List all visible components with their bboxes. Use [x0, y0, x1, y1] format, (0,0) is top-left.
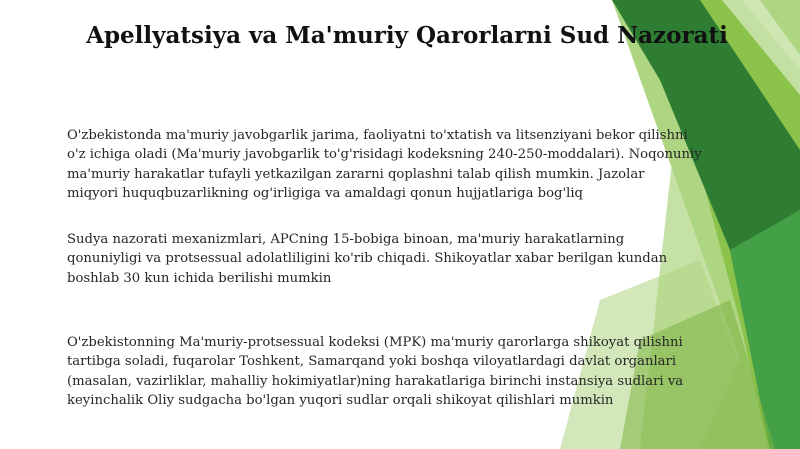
- paragraph-line: keyinchalik Oliy sudgacha bo'lgan yuqori sudlar orqali shikoyat qilishlari mumkin: [67, 392, 614, 408]
- paragraph-line: boshlab 30 kun ichida berilishi mumkin: [67, 270, 332, 286]
- paragraph-administrative-liability: [67, 126, 767, 203]
- paragraph-line: qonuniyligi va protsessual adolatliligini ko'rib chiqadi. Shikoyatlar xabar berilgan kundan: [67, 251, 668, 267]
- paragraph-line: tartibga soladi, fuqarolar Toshkent, Samarqand yoki boshqa viloyatlardagi davlat organlari: [67, 354, 677, 370]
- paragraph-line: (masalan, vazirliklar, mahalliy hokimiyatlar)ning harakatlariga birinchi instansiya sudlari va: [67, 373, 684, 389]
- paragraph-line: miqyori huquqbuzarlikning og'irligiga va amaldagi qonun hujjatlariga bog'liq: [67, 185, 583, 201]
- paragraph-line: O'zbekistonning Ma'muriy-protsessual kodeksi (MPK) ma'muriy qarorlarga shikoyat qilishni: [67, 335, 683, 350]
- paragraph-procedural-code: [67, 333, 767, 410]
- paragraph-line: o'z ichiga oladi (Ma'muriy javobgarlik to'g'risidagi kodeksning 240-250-moddalari). Noqonuniy: [67, 147, 702, 163]
- paragraph-line: ma'muriy harakatlar tufayli yetkazilgan zararni qoplashni talab qilish mumkin. Jazolar: [67, 166, 645, 182]
- slide-title: Apellyatsiya va Ma'muriy Qarorlarni Sud Nazorati: [86, 22, 728, 49]
- paragraph-line: O'zbekistonda ma'muriy javobgarlik jarima, faoliyatni to'xtatish va litsenziyani bekor qilishni: [67, 128, 688, 143]
- paragraph-line: Sudya nazorati mexanizmlari, APCning 15-bobiga binoan, ma'muriy harakatlarning: [67, 232, 625, 247]
- paragraph-judicial-control: [67, 230, 767, 288]
